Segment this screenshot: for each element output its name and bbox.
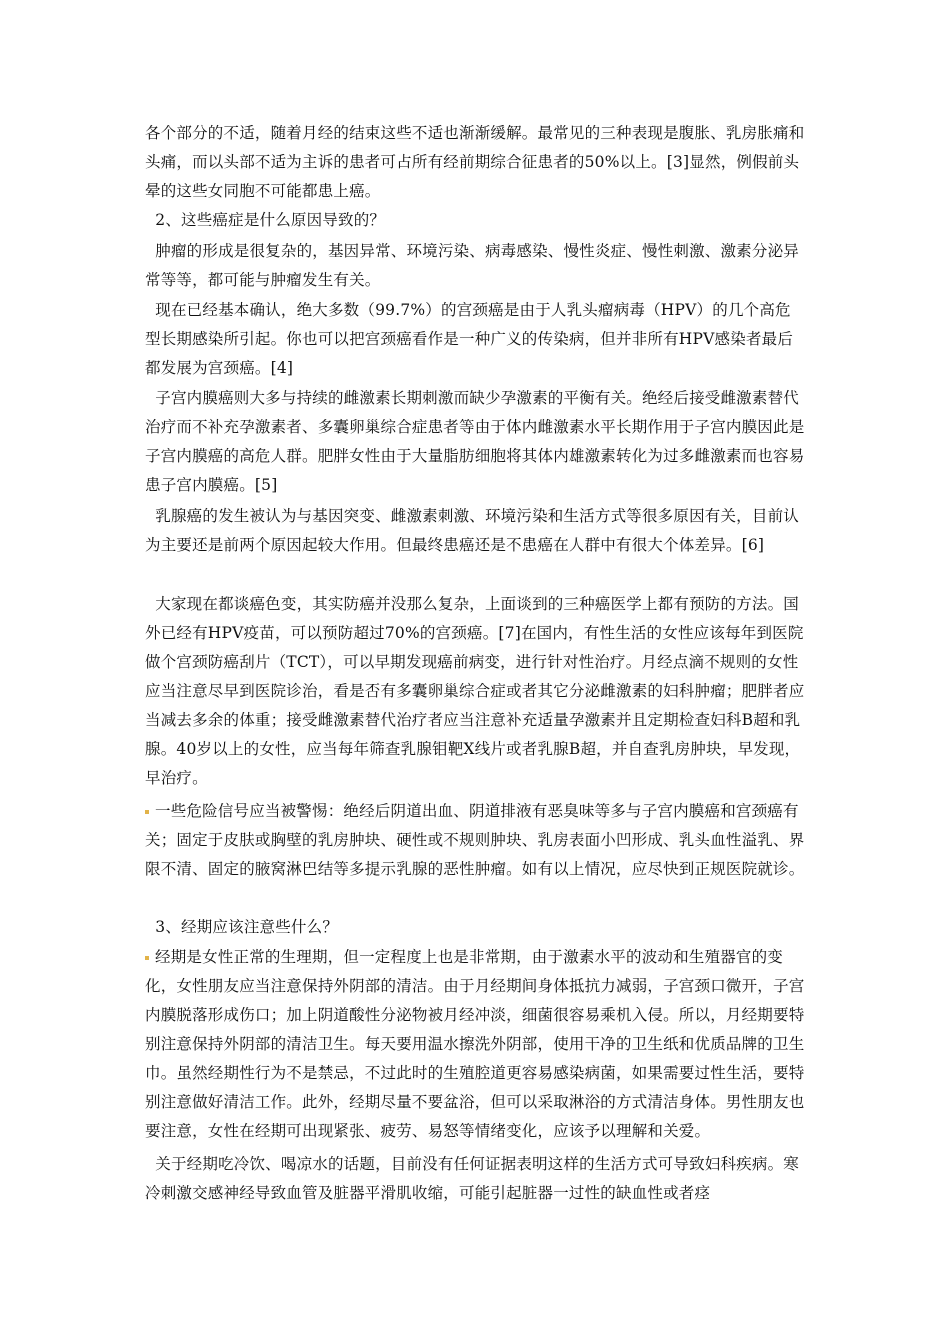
- paragraph-intro: 各个部分的不适，随着月经的结束这些不适也渐渐缓解。最常见的三种表现是腹胀、乳房胀痛和头痛，而以头部不适为主诉的患者可占所有经前期综合征患者的50%以上。[3]显然，例假前头晕的这些女同胞不可能都患上癌。: [145, 124, 805, 200]
- paragraph-cold-drinks: 关于经期吃冷饮、喝凉水的话题，目前没有任何证据表明这样的生活方式可导致妇科疾病。寒冷刺激交感神经导致血管及脏器平滑肌收缩，可能引起脏器一过性的缺血性或者痉: [145, 1155, 799, 1202]
- paragraph-hygiene-text: 经期是女性正常的生理期，但一定程度上也是非常期，由于激素水平的波动和生殖器官的变化，女性朋友应当注意保持外阴部的清洁。由于月经期间身体抵抗力减弱，子宫颈口微开，子宫内膜脱落形成伤口；加上阴道酸性分泌物被月经冲淡，细菌很容易乘机入侵。所以，月经期要特别注意保持外阴部的清洁卫生。每天要用温水擦洗外阴部，使用干净的卫生纸和优质品牌的卫生巾。虽然经期性行为不是禁忌，不过此时的生殖腔道更容易感染病菌，如果需要过性生活，要特别注意做好清洁工作。此外，经期尽量不要盆浴，但可以采取淋浴的方式清洁身体。男性朋友也要注意，女性在经期可出现紧张、疲劳、易怒等情绪变化，应该予以理解和关爱。: [145, 948, 805, 1140]
- paragraph-tumor-formation: 肿瘤的形成是很复杂的，基因异常、环境污染、病毒感染、慢性炎症、慢性刺激、激素分泌异常等等，都可能与肿瘤发生有关。: [145, 242, 799, 289]
- paragraph-danger-signals: [145, 797, 805, 884]
- bullet-marker-icon: [145, 956, 149, 960]
- bullet-marker-icon: [145, 810, 149, 814]
- paragraph-endometrial-cancer: 子宫内膜癌则大多与持续的雌激素长期刺激而缺少孕激素的平衡有关。绝经后接受雌激素替代治疗而不补充孕激素者、多囊卵巢综合症患者等由于体内雌激素水平长期作用于子宫内膜因此是子宫内膜癌的高危人群。肥胖女性由于大量脂肪细胞将其体内雄激素转化为过多雌激素而也容易患子宫内膜癌。[5]: [145, 389, 805, 494]
- paragraph-prevention: 大家现在都谈癌色变，其实防癌并没那么复杂，上面谈到的三种癌医学上都有预防的方法。国外已经有HPV疫苗，可以预防超过70%的宫颈癌。[7]在国内，有性生活的女性应该每年到医院做个宫颈防癌刮片（TCT），可以早期发现癌前病变，进行针对性治疗。月经点滴不规则的女性应当注意尽早到医院诊治，看是否有多囊卵巢综合症或者其它分泌雌激素的妇科肿瘤；肥胖者应当减去多余的体重；接受雌激素替代治疗者应当注意补充适量孕激素并且定期检查妇科B超和乳腺。40岁以上的女性，应当每年筛查乳腺钼靶X线片或者乳腺B超，并自查乳房肿块，早发现，早治疗。: [145, 595, 805, 787]
- paragraph-hygiene: [145, 943, 805, 1146]
- paragraph-cervical-cancer: 现在已经基本确认，绝大多数（99.7%）的宫颈癌是由于人乳头瘤病毒（HPV）的几个高危型长期感染所引起。你也可以把宫颈癌看作是一种广义的传染病，但并非所有HPV感染者最后都发展为宫颈癌。[4]: [145, 301, 794, 377]
- section-heading-period-care: 3、经期应该注意些什么？: [145, 918, 339, 936]
- paragraph-breast-cancer: 乳腺癌的发生被认为与基因突变、雌激素刺激、环境污染和生活方式等很多原因有关，目前认为主要还是前两个原因起较大作用。但最终患癌还是不患癌在人群中有很大个体差异。[6]: [145, 507, 799, 554]
- paragraph-danger-signals-text: 一些危险信号应当被警惕：绝经后阴道出血、阴道排液有恶臭味等多与子宫内膜癌和宫颈癌有关；固定于皮肤或胸壁的乳房肿块、硬性或不规则肿块、乳房表面小凹形成、乳头血性溢乳、界限不清、固定的腋窝淋巴结等多提示乳腺的恶性肿瘤。如有以上情况，应尽快到正规医院就诊。: [145, 802, 805, 878]
- section-heading-causes: 2、这些癌症是什么原因导致的？: [145, 211, 386, 229]
